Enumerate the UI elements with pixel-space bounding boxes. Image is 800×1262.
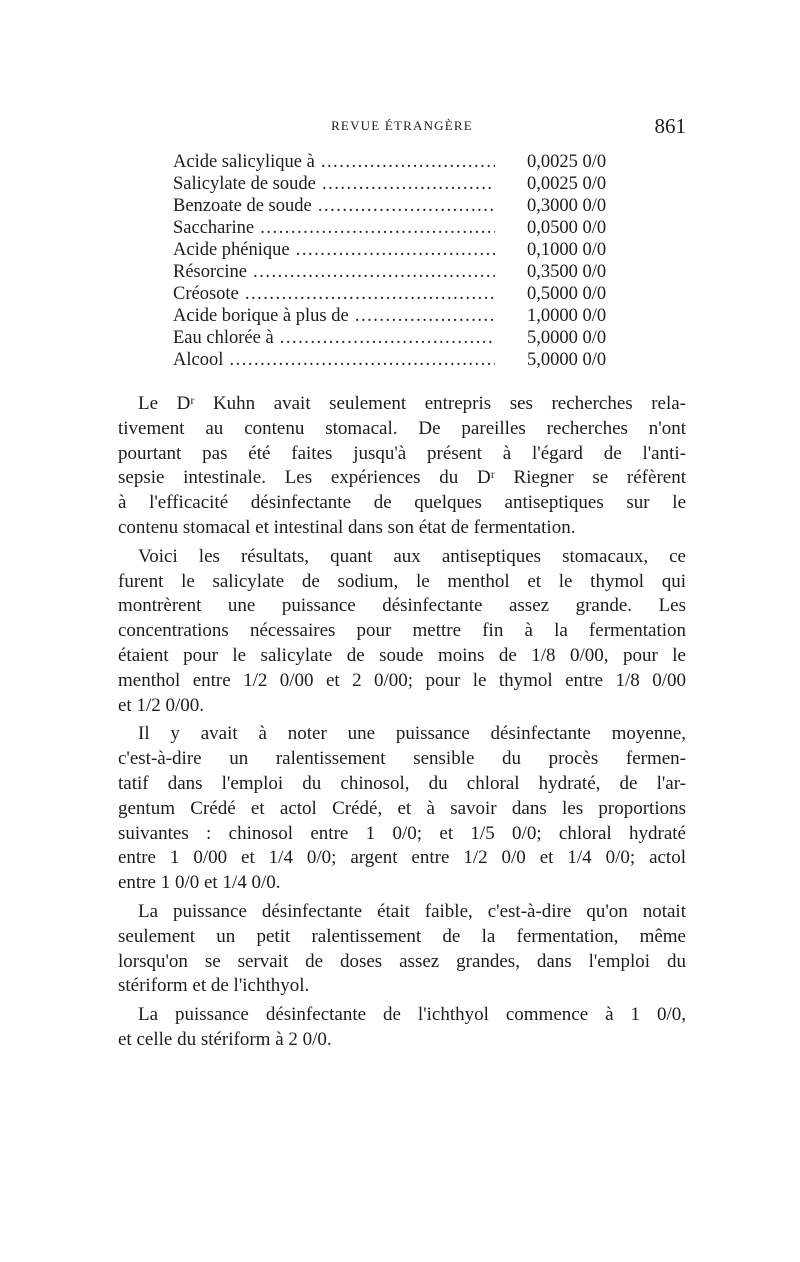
- text-line: concentrations nécessaires pour mettre fin à la fermentation: [118, 620, 686, 642]
- paragraph: [118, 722, 686, 896]
- text-line: et 1/2 0/00.: [118, 694, 205, 716]
- running-title: REVUE ÉTRANGÈRE: [331, 118, 473, 133]
- concentration-value: 0,3500 0/0: [527, 262, 607, 282]
- text-line: pourtant pas été faites jusqu'à présent à l'égard de l'anti-: [118, 442, 686, 464]
- concentration-value: 5,0000 0/0: [527, 328, 607, 348]
- substance-label: Créosote .....: [173, 283, 495, 305]
- concentration-value: 1,0000 0/0: [527, 306, 607, 326]
- substance-label: Eau chlorée à .....: [173, 327, 495, 349]
- table-row: [173, 173, 659, 195]
- concentration-value: 0,0025 0/0: [527, 174, 607, 194]
- substance-label: Acide phénique .....: [173, 239, 495, 261]
- text-line: lorsqu'on se servait de doses assez grandes, dans l'emploi du: [118, 950, 686, 972]
- substance-label: Salicylate de soude .....: [173, 173, 495, 195]
- text-line: entre 1 0/0 et 1/4 0/0.: [118, 872, 281, 894]
- text-line: gentum Crédé et actol Crédé, et à savoir dans les proportions: [118, 797, 686, 819]
- table-row: [173, 151, 659, 173]
- substance-label: Acide borique à plus de .....: [173, 305, 495, 327]
- paragraph: [118, 545, 686, 719]
- text-line: menthol entre 1/2 0/00 et 2 0/00; pour le thymol entre 1/8 0/00: [118, 669, 686, 691]
- text-line: c'est-à-dire un ralentissement sensible du procès fermen-: [118, 748, 686, 770]
- text-line: tatif dans l'emploi du chinosol, du chloral hydraté, de l'ar-: [118, 772, 686, 794]
- table-row: [173, 283, 659, 305]
- text-line: entre 1 0/00 et 1/4 0/0; argent entre 1/2 0/0 et 1/4 0/0; actol: [118, 847, 686, 869]
- substance-label: Saccharine .....: [173, 217, 495, 239]
- text-line: La puissance désinfectante était faible, c'est-à-dire qu'on notait: [138, 900, 686, 922]
- concentration-value: 0,1000 0/0: [527, 240, 607, 260]
- text-line: et celle du stériform à 2 0/0.: [118, 1028, 332, 1050]
- table-row: [173, 195, 659, 217]
- table-row: [173, 305, 659, 327]
- paragraph: [118, 392, 686, 541]
- table-row: [173, 349, 659, 371]
- page-header: [118, 114, 686, 138]
- substance-label: Résorcine .....: [173, 261, 495, 283]
- concentration-value: 0,0025 0/0: [527, 152, 607, 172]
- paragraph: [118, 1003, 686, 1053]
- text-line: suivantes : chinosol entre 1 0/0; et 1/5 0/0; chloral hydraté: [118, 822, 686, 844]
- concentration-value: 0,5000 0/0: [527, 284, 607, 304]
- body-text: [118, 392, 686, 1057]
- table-row: [173, 261, 659, 283]
- text-line: à l'efficacité désinfectante de quelques antiseptiques sur le: [118, 492, 686, 514]
- text-line: Voici les résultats, quant aux antiseptiques stomacaux, ce: [138, 545, 686, 567]
- text-line: sepsie intestinale. Les expériences du Dʳ Riegner se réfèrent: [118, 467, 686, 489]
- text-line: seulement un petit ralentissement de la fermentation, même: [118, 925, 686, 947]
- paragraph: [118, 900, 686, 999]
- concentration-table: [173, 151, 659, 371]
- text-line: étaient pour le salicylate de soude moins de 1/8 0/00, pour le: [118, 644, 686, 666]
- table-row: [173, 327, 659, 349]
- concentration-value: 0,3000 0/0: [527, 196, 607, 216]
- substance-label: Alcool .....: [173, 349, 495, 371]
- text-line: tivement au contenu stomacal. De pareilles recherches n'ont: [118, 417, 686, 439]
- text-line: furent le salicylate de sodium, le menthol et le thymol qui: [118, 570, 686, 592]
- table-row: [173, 239, 659, 261]
- substance-label: Benzoate de soude .....: [173, 195, 495, 217]
- text-line: stériform et de l'ichthyol.: [118, 975, 310, 997]
- concentration-value: 0,0500 0/0: [527, 218, 607, 238]
- text-line: montrèrent une puissance désinfectante assez grande. Les: [118, 595, 686, 617]
- text-line: Il y avait à noter une puissance désinfectante moyenne,: [138, 723, 686, 745]
- page-number: 861: [654, 114, 686, 138]
- concentration-value: 5,0000 0/0: [527, 350, 607, 370]
- table-row: [173, 217, 659, 239]
- text-line: La puissance désinfectante de l'ichthyol commence à 1 0/0,: [138, 1004, 686, 1026]
- substance-label: Acide salicylique à .....: [173, 151, 495, 173]
- text-line: Le Dʳ Kuhn avait seulement entrepris ses recherches rela-: [138, 393, 686, 414]
- text-line: contenu stomacal et intestinal dans son état de fermentation.: [118, 516, 576, 538]
